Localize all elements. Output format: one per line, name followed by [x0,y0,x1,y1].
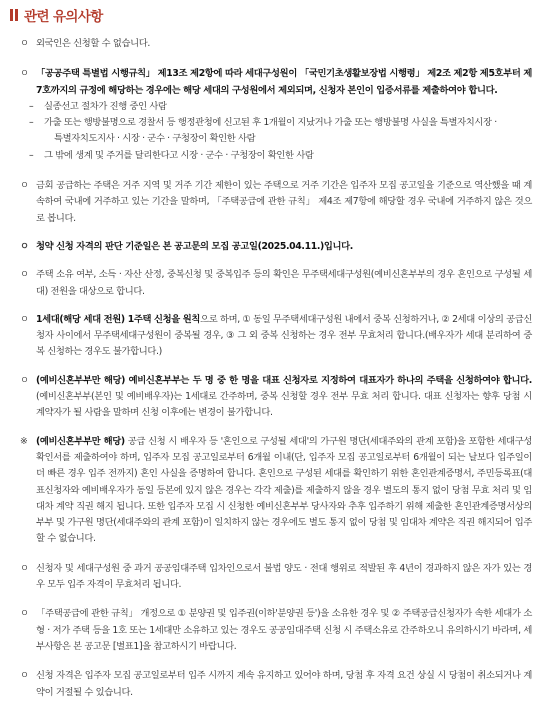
dash-bullet-icon: – [29,100,34,112]
notice-item [20,178,532,227]
notice-subitem [20,115,532,148]
subitem-text: 가출 또는 행방불명으로 경찰서 등 행정관청에 신고된 후 1개월이 지났거나 가출 또는 행방불명 사실을 특별자치시장 · [44,117,497,129]
circle-bullet-icon: ㅇ [20,313,29,325]
circle-bullet-icon: ㅇ [20,38,29,49]
notice-item [20,668,532,701]
title-bar-icon [10,9,13,21]
notice-item [20,36,532,52]
note-mark-icon: ※ [20,435,28,447]
notice-item [20,561,532,594]
notice-text: 신청 자격은 입주자 모집 공고일로부터 입주 시까지 계속 유지하고 있어야 하며, 당첨 후 자격 요건 상실 시 당첨이 취소되거나 계약이 거절될 수 있습니다. [36,670,532,698]
circle-bullet-icon: ㅇ [20,374,29,386]
notice-text-bold: 1세대(해당 세대 전원) 1주택 신청을 원칙 [36,313,201,325]
notice-text: 외국인은 신청할 수 없습니다. [36,38,150,49]
section-title: 관련 유의사항 [24,9,103,25]
notice-text-bold: (예비신혼부부만 해당) [36,435,125,447]
circle-bullet-icon: ㅇ [20,180,29,192]
dash-bullet-icon: – [29,149,34,161]
notice-list [0,36,544,701]
notice-item [20,239,532,255]
notice-text-bold: (예비신혼부부만 해당) 예비신혼부부는 두 명 중 한 명을 대표 신청자로 지정하여 대표자가 하나의 주택을 신청하여야 합니다. [36,374,532,386]
notice-text-bold: 청약 신청 자격의 판단 기준일은 본 공고문의 모집 공고일(2025.04.11.)입니다. [36,240,353,252]
subitem-text: 실종선고 절차가 진행 중인 사람 [44,100,167,112]
notice-item [20,312,532,361]
notice-item [20,434,532,548]
notice-text: 으로 하며, ① 동일 무주택세대구성원 내에서 중복 신청하거나, ② 2세대 이상의 공급신청자 사이에서 무주택세대구성원이 중복될 경우, ③ 그 외 중복 신청하는 경우 전부 무효처리 합니다.(배우자가 세대 분리하여 중복 신청하는 경우도 불가합니다.) [36,313,532,358]
notice-subitem [20,99,532,115]
circle-bullet-icon: ㅇ [20,670,29,682]
circle-bullet-icon: ㅇ [20,608,29,620]
dash-bullet-icon: – [29,117,34,129]
subitem-text: 그 밖에 생계 및 주거를 달리한다고 시장 · 군수 · 구청장이 확인한 사람 [44,149,314,161]
notice-text: 「주택공급에 관한 규칙」 개정으로 ① 분양권 및 입주권(이하'분양권 등')을 소유한 경우 및 ② 주택공급신청자가 속한 세대가 소형 · 저가 주택 등을 1호 또는 1세대만 소유하고 있는 경우도 공공임대주택 신청 시 주택소유로 간주하오니 유의하시기 바라며, 세부사항은 본 공고문 [별표1]을 참고하시기 바랍니다. [36,608,532,652]
circle-bullet-icon: ㅇ [20,240,29,252]
circle-bullet-icon: ㅇ [20,562,29,574]
notice-text: 공급 신청 시 배우자 등 '혼인으로 구성될 세대'의 가구원 명단(세대주와의 관계 포함)을 포함한 세대구성확인서를 제출하여야 하며, 입주자 모집 공고일로부터 6개월 이내(단, 입주자 모집 공고일로부터 6개월이 되는 날보다 입주일이 더 빠른 경우 입주 전까지) 혼인 사실을 증명하여 합니다. 혼인으로 구성된 세대를 확인하기 위한 혼인관계증명서, 주민등록표(대표신청자와 예비배우자가 동일 등본에 있지 않은 경우는 각각 제출)를 제출하지 않을 경우 별도의 통지 없이 당첨 무효 처리 및 임대차 계약 직권 해지 됩니다. 또한 입주자 모집 시 신청한 예비신혼부부 당사자와 추후 입주하기 위해 제출한 혼인관계증명서상의 부부 및 가구원 명단(세대주와의 관계 포함)이 일치하지 않는 경우에도 별도 통지 없이 당첨 및 임대차 계약은 직권 해지되어 입주할 수 없습니다. [36,435,532,545]
subitem-text: 특별자치도지사 · 시장 · 군수 · 구청장이 확인한 사람 [54,133,256,145]
notice-text-bold: 「공공주택 특별법 시행규칙」 제13조 제2항에 따라 세대구성원이 「국민기초생활보장법 시행령」 제2조 제2항 제5호부터 제7호까지의 규정에 해당하는 경우에는 해당 세대의 구성원에서 제외되며, 신청자 본인이 입증서류를 제출하여야 합니다. [36,68,532,96]
notice-text: (예비신혼부부(본인 및 예비배우자)는 1세대로 간주하며, 중복 신청할 경우 전부 무효 처리 합니다. 대표 신청자는 향후 당첨 시 계약자가 될 사람을 말하며 신청 이후에는 변경이 불가합니다. [36,391,532,419]
notice-item [20,267,532,300]
section-header [0,6,544,24]
notice-item [20,66,532,99]
notice-item [20,373,532,422]
notice-text: 금회 공급하는 주택은 거주 지역 및 거주 기간 제한이 있는 주택으로 거주 기간은 입주자 모집 공고일을 기준으로 역산했을 때 계속하여 국내에 거주하고 있는 기간을 말하며, 「주택공급에 관한 규칙」 제4조 제7항에 해당할 경우 국내에 거주하지 않은 것으로 봅니다. [36,180,532,224]
circle-bullet-icon: ㅇ [20,269,29,281]
circle-bullet-icon: ㅇ [20,68,29,80]
title-bar-icon [15,9,18,21]
notice-subitem [20,148,532,164]
notice-text: 신청자 및 세대구성원 중 과거 공공임대주택 입차인으로서 불법 양도 · 전대 행위로 적발된 후 4년이 경과하지 않은 자가 있는 경우 모두 입주 자격이 무효처리 됩니다. [36,562,532,591]
notice-text: 주택 소유 여부, 소득 · 자산 산정, 중복신청 및 중복입주 등의 확인은 무주택세대구성원(예비신혼부부의 경우 혼인으로 구성될 세대) 전원을 대상으로 합니다. [36,269,532,297]
notice-item [20,606,532,655]
